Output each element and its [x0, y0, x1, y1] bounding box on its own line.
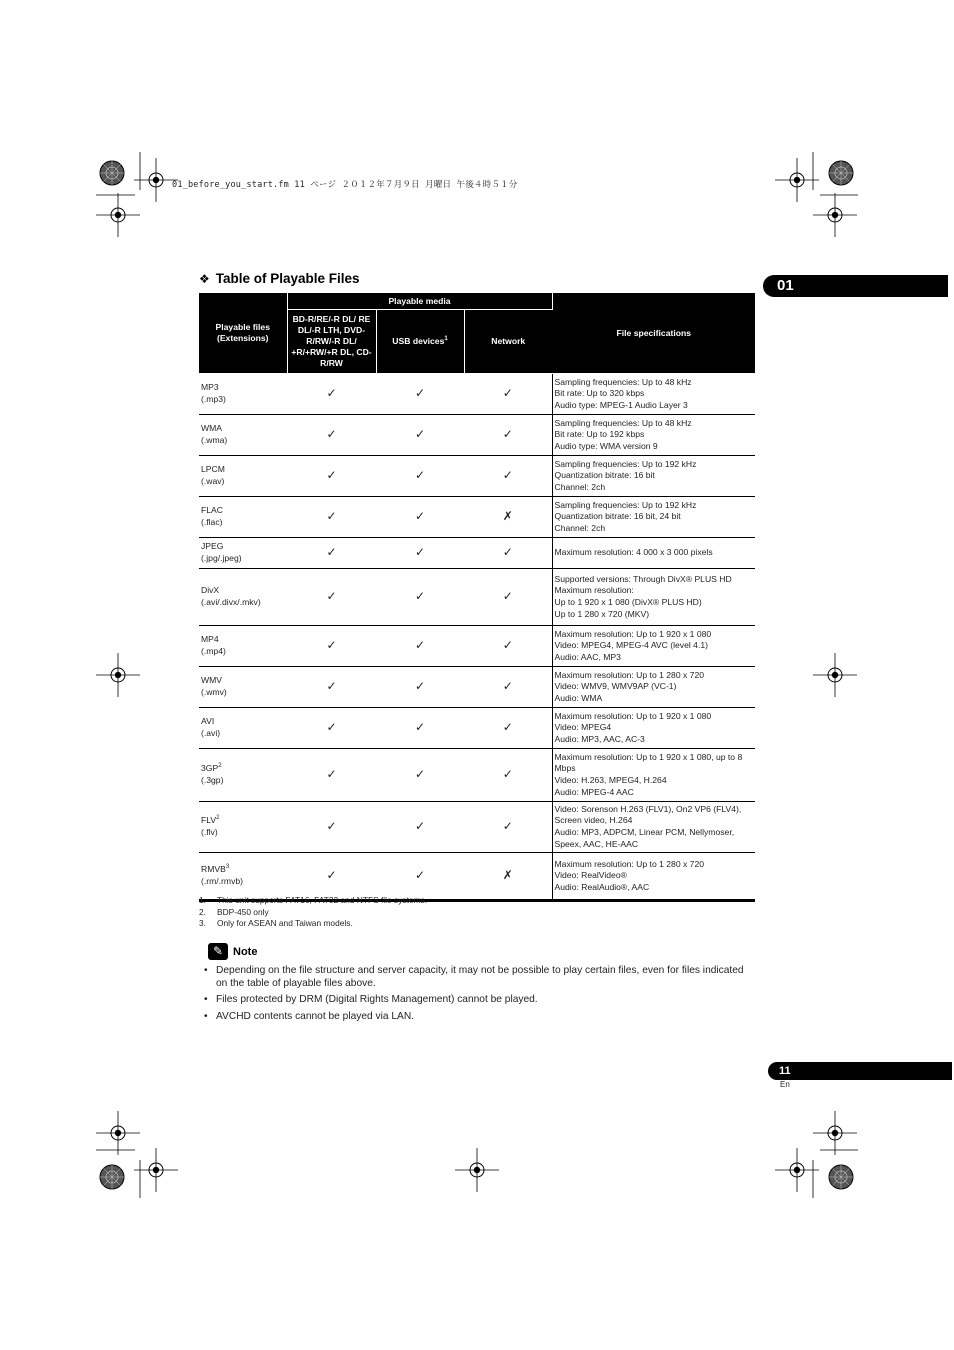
- file-type-cell: [199, 538, 287, 569]
- net-support-check-icon: ✓: [464, 626, 552, 667]
- spec-line: Up to 1 920 x 1 080 (DivX® PLUS HD): [554, 597, 702, 607]
- file-extension: (.avi): [201, 728, 221, 738]
- table-body: [199, 374, 755, 901]
- spec-line: Audio: MPEG-4 AAC: [554, 786, 634, 797]
- spec-line: Audio: WMA: [554, 692, 603, 703]
- bd-support-check-icon: ✓: [287, 374, 376, 415]
- footnote-text: Only for ASEAN and Taiwan models.: [217, 918, 353, 929]
- file-type-name: WMV: [201, 675, 223, 686]
- section-title-text: Table of Playable Files: [215, 271, 360, 286]
- table-row: [199, 802, 755, 853]
- table-row: [199, 374, 755, 415]
- usb-support-check-icon: ✓: [376, 853, 464, 901]
- note-list: [204, 965, 754, 1027]
- file-header-line: 01_before_you_start.fm 11 ページ ２０１２年７月９日 月曜日 午後４時５１分: [172, 180, 518, 190]
- bd-support-check-icon: ✓: [287, 456, 376, 497]
- spec-line: Audio type: MPEG-1 Audio Layer 3: [554, 399, 688, 410]
- spec-line: Sampling frequencies: Up to 48 kHz: [554, 376, 692, 387]
- usb-support-check-icon: ✓: [376, 456, 464, 497]
- file-extension: (.wma): [201, 435, 228, 445]
- file-type-name: LPCM: [201, 464, 225, 475]
- spec-line: Video: MPEG4: [554, 722, 612, 733]
- usb-support-check-icon: ✓: [376, 667, 464, 708]
- file-specifications-cell: [552, 569, 755, 626]
- note-item: [204, 965, 754, 990]
- table-row: [199, 749, 755, 802]
- bd-support-check-icon: ✓: [287, 749, 376, 802]
- table-row: [199, 569, 755, 626]
- spec-line: Maximum resolution: Up to 1 920 x 1 080, up to 8 Mbps: [554, 751, 743, 774]
- file-type-cell: [199, 456, 287, 497]
- file-type-cell: [199, 415, 287, 456]
- spec-line: Quantization bitrate: 16 bit: [554, 470, 655, 481]
- file-specifications-cell: [552, 626, 755, 667]
- file-specifications-cell: [552, 749, 755, 802]
- net-support-check-icon: ✓: [464, 708, 552, 749]
- spec-line: Maximum resolution: Up to 1 920 x 1 080: [554, 710, 712, 721]
- bd-support-check-icon: ✓: [287, 415, 376, 456]
- file-type-cell: [199, 802, 287, 853]
- bd-support-check-icon: ✓: [287, 802, 376, 853]
- spec-line: Audio: MP3, ADPCM, Linear PCM, Nellymoser, Speex, AAC, HE-AAC: [554, 827, 735, 849]
- spec-line: Up to 1 280 x 720 (MKV): [554, 608, 650, 619]
- file-type-footnote-ref: 3: [225, 864, 230, 871]
- net-support-check-icon: ✓: [464, 749, 552, 802]
- file-specifications-cell: [552, 497, 755, 538]
- spec-line: Maximum resolution:: [554, 585, 634, 596]
- bullet-icon: •: [204, 965, 208, 976]
- net-support-cross-icon: ✗: [464, 497, 552, 538]
- spec-line: Video: H.263, MPEG4, H.264: [554, 775, 667, 785]
- bd-support-check-icon: ✓: [287, 497, 376, 538]
- spec-line: Sampling frequencies: Up to 192 kHz: [554, 499, 697, 510]
- file-specifications-cell: [552, 538, 755, 569]
- table-row: [199, 497, 755, 538]
- file-specifications-cell: [552, 415, 755, 456]
- bd-support-check-icon: ✓: [287, 626, 376, 667]
- footnote-number: 1.: [199, 895, 206, 905]
- spec-line: Bit rate: Up to 320 kbps: [554, 388, 645, 399]
- language-label: En: [780, 1080, 790, 1089]
- usb-support-check-icon: ✓: [376, 497, 464, 538]
- spec-line: Supported versions: Through DivX® PLUS HD: [554, 573, 732, 584]
- footnote: [199, 918, 427, 930]
- pencil-note-icon: ✎: [208, 943, 228, 960]
- file-extension: (.flv): [201, 827, 218, 837]
- file-specifications-cell: [552, 667, 755, 708]
- table-row: [199, 456, 755, 497]
- usb-support-check-icon: ✓: [376, 569, 464, 626]
- net-support-cross-icon: ✗: [464, 853, 552, 901]
- page-number-tab: 11: [768, 1062, 952, 1080]
- table-row: [199, 667, 755, 708]
- diamond-bullet-icon: ❖: [199, 272, 210, 286]
- header-file-specifications: File specifications: [552, 293, 755, 374]
- note-item: [204, 994, 754, 1007]
- table-row: [199, 538, 755, 569]
- file-type-cell: [199, 374, 287, 415]
- header-playable-files: Playable files (Extensions): [199, 293, 287, 374]
- file-type-name: JPEG: [201, 541, 224, 552]
- spec-line: Video: Sorenson H.263 (FLV1), On2 VP6 (FLV4), Screen video, H.264: [554, 803, 742, 826]
- net-support-check-icon: ✓: [464, 569, 552, 626]
- file-type-name: MP3: [201, 382, 219, 393]
- file-type-cell: [199, 626, 287, 667]
- file-extension: (.avi/.divx/.mkv): [201, 597, 261, 607]
- spec-line: Video: WMV9, WMV9AP (VC-1): [554, 681, 677, 692]
- footnote: [199, 907, 427, 919]
- file-extension: (.mp4): [201, 646, 226, 656]
- footnote-text: This unit supports FAT16, FAT32 and NTFS file systems.: [217, 895, 428, 905]
- header-usb-footnote-ref: 1: [444, 336, 448, 343]
- file-specifications-cell: [552, 802, 755, 853]
- spec-line: Channel: 2ch: [554, 481, 606, 492]
- file-type-footnote-ref: 2: [216, 815, 220, 822]
- file-extension: (.wav): [201, 476, 225, 486]
- bullet-icon: •: [204, 1010, 208, 1022]
- file-extension: (.jpg/.jpeg): [201, 553, 242, 563]
- file-extension: (.flac): [201, 517, 223, 527]
- file-extension: (.rm/.rmvb): [201, 876, 244, 886]
- usb-support-check-icon: ✓: [376, 538, 464, 569]
- note-item: [204, 1011, 754, 1024]
- header-network: Network: [464, 310, 552, 374]
- bd-support-check-icon: ✓: [287, 708, 376, 749]
- net-support-check-icon: ✓: [464, 415, 552, 456]
- header-usb-label: USB devices: [392, 336, 445, 346]
- spec-line: Sampling frequencies: Up to 48 kHz: [554, 417, 692, 428]
- file-specifications-cell: [552, 708, 755, 749]
- file-type-name: AVI: [201, 716, 215, 727]
- footnote: [199, 895, 427, 907]
- file-type-name: WMA: [201, 423, 223, 434]
- footnote-text: BDP-450 only: [217, 906, 269, 917]
- spec-line: Video: RealVideo®: [554, 870, 627, 881]
- spec-line: Maximum resolution: 4 000 x 3 000 pixels: [554, 547, 713, 558]
- file-type-name: FLV: [201, 815, 217, 826]
- file-specifications-cell: [552, 853, 755, 901]
- file-type-cell: [199, 853, 287, 901]
- usb-support-check-icon: ✓: [376, 626, 464, 667]
- net-support-check-icon: ✓: [464, 538, 552, 569]
- note-text: Depending on the file structure and server capacity, it may not be possible to play certain files, even for files indicated on the table of playable files above.: [216, 965, 744, 989]
- file-type-cell: [199, 667, 287, 708]
- file-specifications-cell: [552, 374, 755, 415]
- spec-line: Channel: 2ch: [554, 522, 606, 533]
- spec-line: Video: MPEG4, MPEG-4 AVC (level 4.1): [554, 640, 708, 651]
- note-text: Files protected by DRM (Digital Rights Management) cannot be played.: [216, 994, 538, 1005]
- spec-line: Maximum resolution: Up to 1 920 x 1 080: [554, 628, 712, 639]
- note-label: Note: [233, 945, 258, 958]
- table-row: [199, 415, 755, 456]
- usb-support-check-icon: ✓: [376, 749, 464, 802]
- bd-support-check-icon: ✓: [287, 538, 376, 569]
- spec-line: Audio: MP3, AAC, AC-3: [554, 733, 645, 744]
- spec-line: Audio: AAC, MP3: [554, 651, 621, 662]
- file-type-name: 3GP: [201, 763, 219, 774]
- file-type-name: MP4: [201, 634, 219, 645]
- usb-support-check-icon: ✓: [376, 415, 464, 456]
- file-type-cell: [199, 569, 287, 626]
- bd-support-check-icon: ✓: [287, 853, 376, 901]
- footnotes: [199, 895, 427, 930]
- spec-line: Audio: RealAudio®, AAC: [554, 881, 650, 892]
- file-extension: (.mp3): [201, 394, 226, 404]
- file-type-cell: [199, 497, 287, 538]
- net-support-check-icon: ✓: [464, 374, 552, 415]
- net-support-check-icon: ✓: [464, 456, 552, 497]
- header-playable-media: Playable media: [287, 293, 552, 310]
- usb-support-check-icon: ✓: [376, 802, 464, 853]
- chapter-tab: 01: [763, 275, 948, 297]
- spec-line: Sampling frequencies: Up to 192 kHz: [554, 458, 697, 469]
- file-specifications-cell: [552, 456, 755, 497]
- spec-line: Audio type: WMA version 9: [554, 440, 658, 451]
- footnote-number: 2.: [199, 906, 206, 917]
- note-text: AVCHD contents cannot be played via LAN.: [216, 1010, 415, 1022]
- section-title: [199, 271, 360, 286]
- bd-support-check-icon: ✓: [287, 667, 376, 708]
- spec-line: Maximum resolution: Up to 1 280 x 720: [554, 669, 705, 680]
- file-extension: (.3gp): [201, 775, 224, 785]
- spec-line: Bit rate: Up to 192 kbps: [554, 429, 645, 440]
- table-row: [199, 708, 755, 749]
- usb-support-check-icon: ✓: [376, 374, 464, 415]
- bd-support-check-icon: ✓: [287, 569, 376, 626]
- footnote-number: 3.: [199, 918, 206, 929]
- net-support-check-icon: ✓: [464, 667, 552, 708]
- table-row: [199, 626, 755, 667]
- net-support-check-icon: ✓: [464, 802, 552, 853]
- file-type-name: DivX: [201, 585, 220, 596]
- file-type-footnote-ref: 2: [218, 763, 222, 770]
- file-type-name: FLAC: [201, 505, 223, 516]
- header-disc-media: BD-R/RE/-R DL/ RE DL/-R LTH, DVD-R/RW/-R DL/ +R/+RW/+R DL, CD-R/RW: [287, 310, 376, 374]
- spec-line: Quantization bitrate: 16 bit, 24 bit: [554, 511, 681, 522]
- note-header: [208, 943, 257, 960]
- bullet-icon: •: [204, 994, 208, 1005]
- header-usb-devices: [376, 310, 464, 374]
- spec-line: Maximum resolution: Up to 1 280 x 720: [554, 858, 705, 869]
- usb-support-check-icon: ✓: [376, 708, 464, 749]
- file-type-name: RMVB: [201, 864, 226, 875]
- table-row: [199, 853, 755, 901]
- file-type-cell: [199, 708, 287, 749]
- file-type-cell: [199, 749, 287, 802]
- playable-files-table: [199, 293, 755, 902]
- file-extension: (.wmv): [201, 687, 227, 697]
